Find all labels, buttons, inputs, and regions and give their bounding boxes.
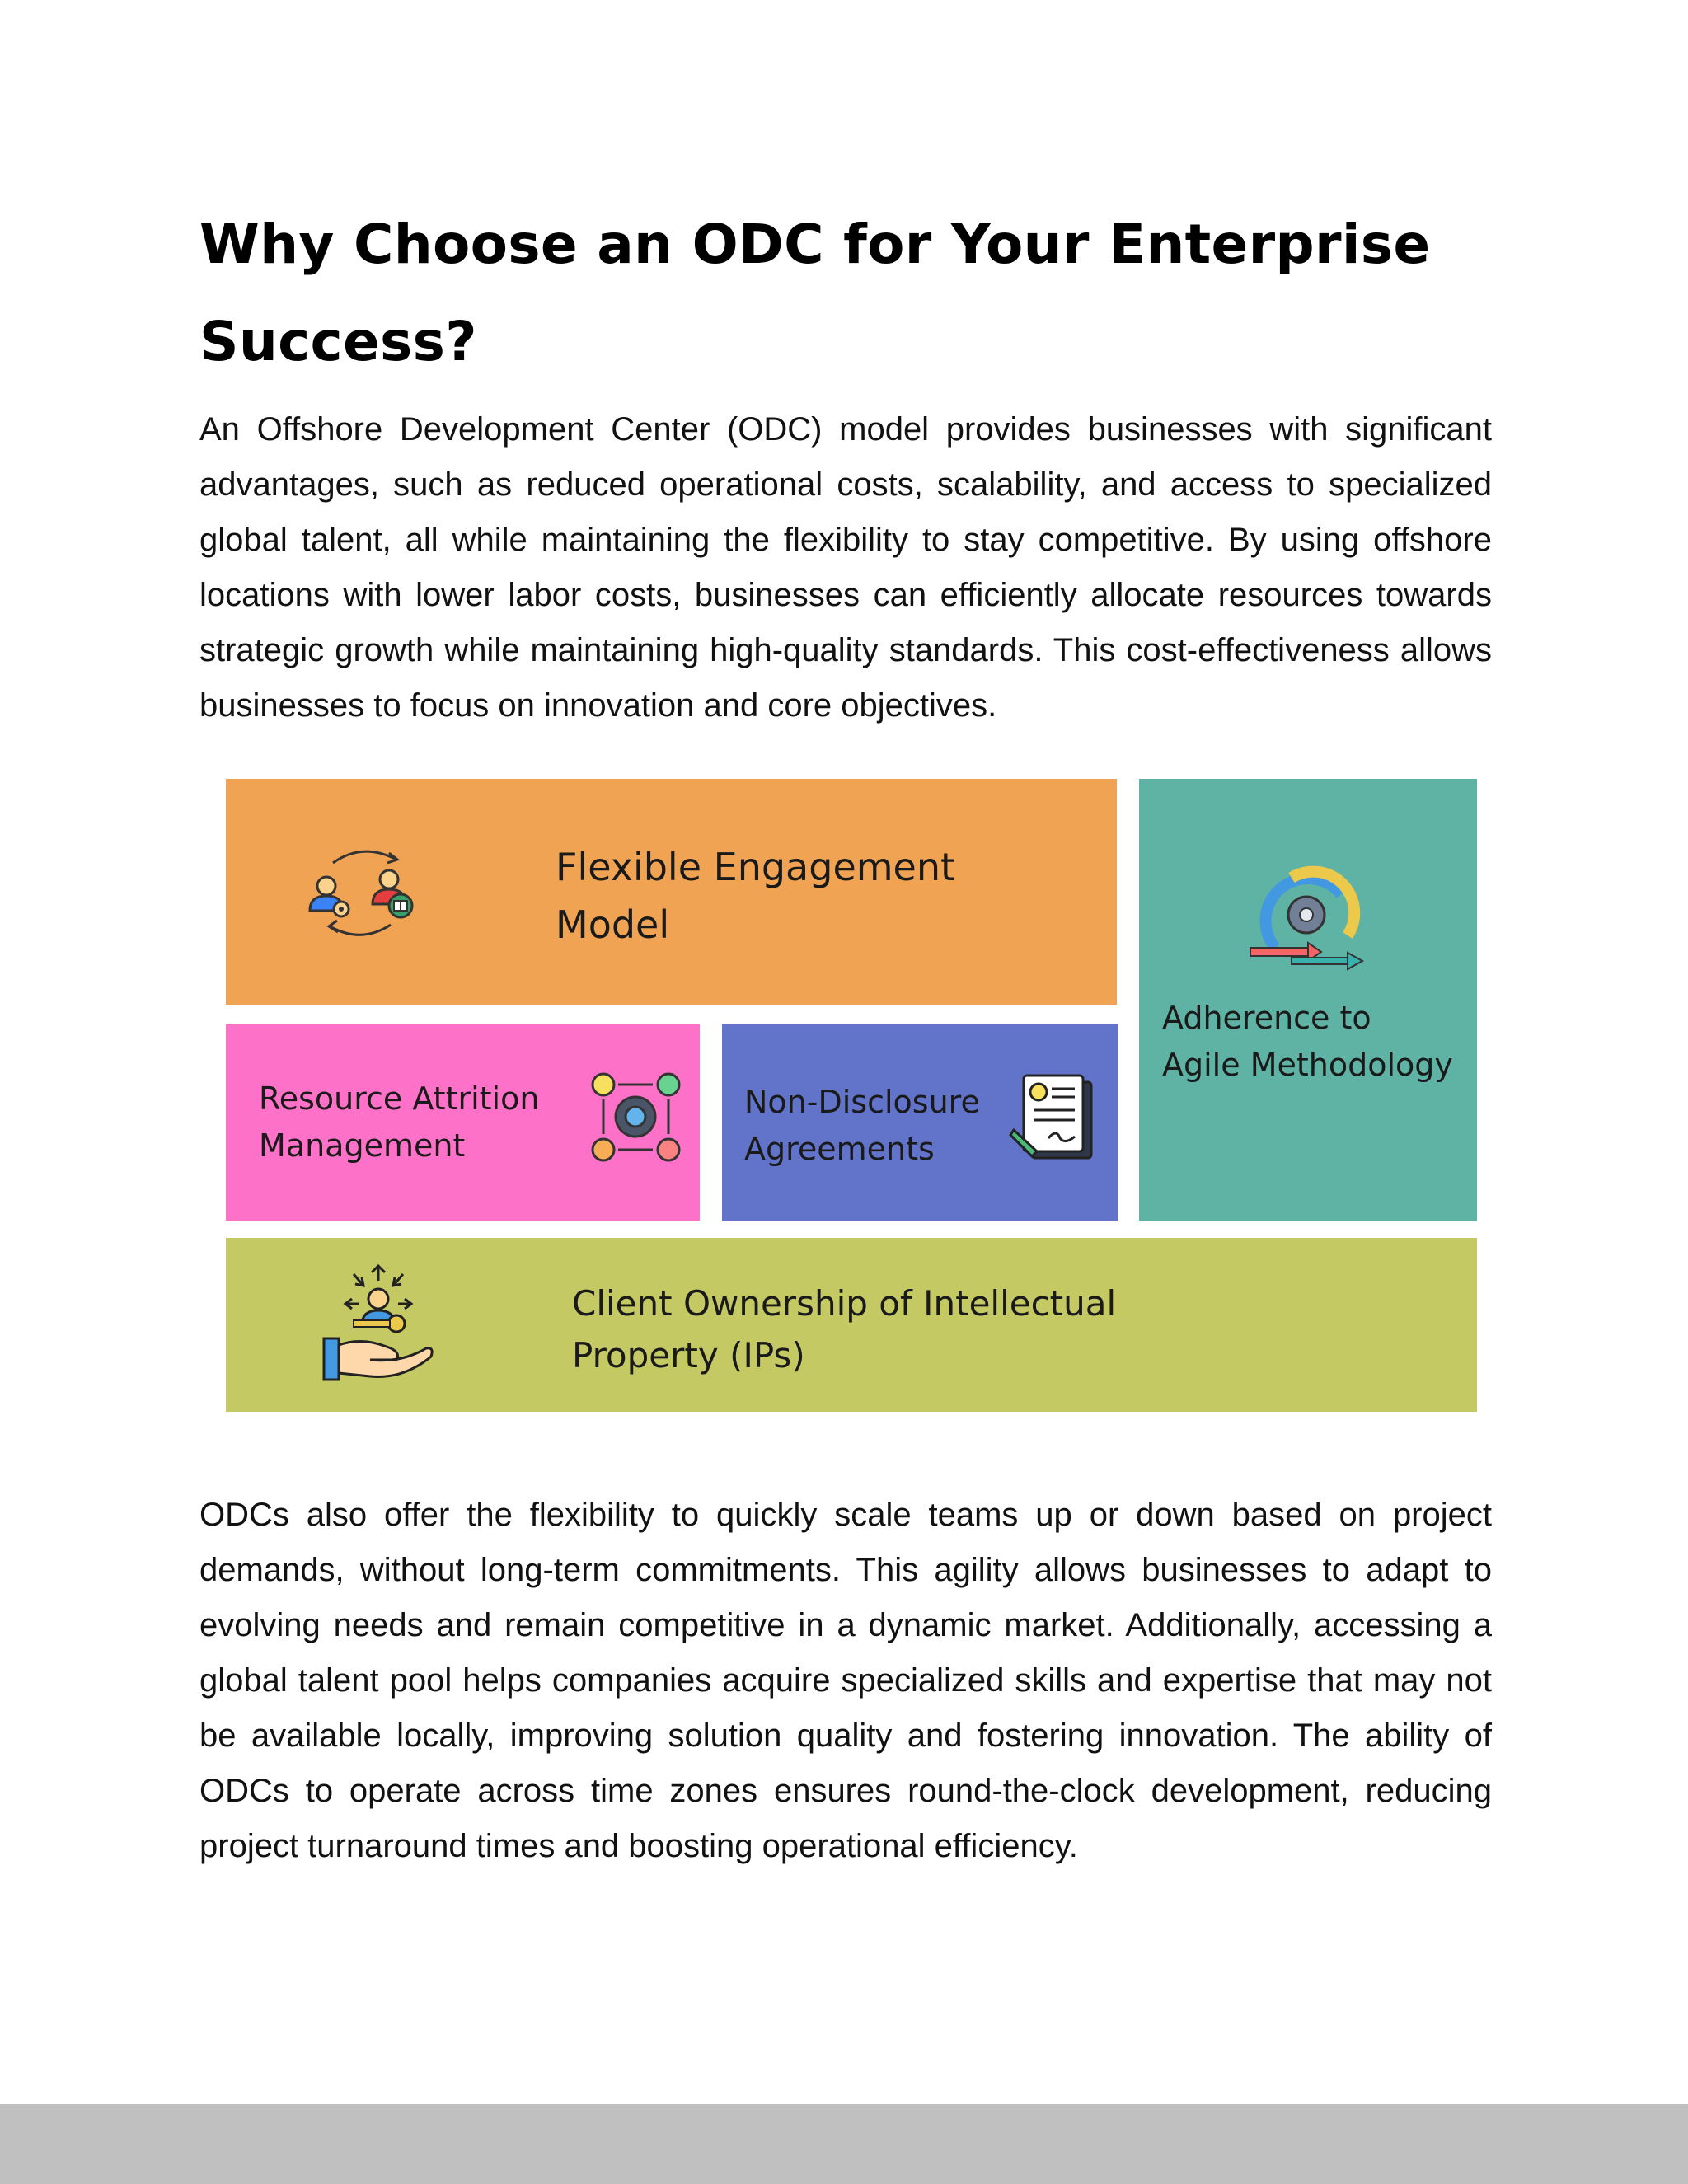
flexible-engagement-label: Flexible Engagement Model: [556, 845, 956, 947]
team-exchange-icon: [300, 838, 424, 945]
resource-attrition-tile: [226, 1024, 700, 1221]
resource-attrition-label: Resource Attrition Management: [259, 1080, 540, 1164]
page-title: Why Choose an ODC for Your Enterprise Success?: [199, 213, 1431, 373]
client-ip-ownership-label: Client Ownership of Intellectual Property (IPs): [572, 1283, 1117, 1376]
hand-key-icon: [321, 1263, 436, 1386]
signed-document-icon: [1009, 1072, 1100, 1167]
footer-bar: [0, 2104, 1688, 2184]
non-disclosure-label: Non-Disclosure Agreements: [744, 1084, 980, 1167]
non-disclosure-tile: [722, 1024, 1118, 1221]
odc-benefits-infographic: [226, 779, 1477, 1412]
flexible-engagement-tile: [226, 779, 1117, 1005]
intro-paragraph: An Offshore Development Center (ODC) model provides businesses with significant advantages, such as reduced operational costs, scalability, and access to specialized global talent, all while maintaining the flexibility to stay competitive. By using offshore locations with lower labor costs, businesses can efficiently allocate resources towards strategic growth while maintaining high-quality standards. This cost-effectiveness allows businesses to focus on innovation and core objectives.: [199, 411, 1492, 724]
agile-methodology-tile: [1139, 779, 1477, 1221]
agile-methodology-label: Adherence to Agile Methodology: [1162, 1000, 1453, 1083]
closing-paragraph: ODCs also offer the flexibility to quickly scale teams up or down based on project demands, without long-term commitments. This agility allows businesses to adapt to evolving needs and remain competitive in a dynamic market. Additionally, accessing a global talent pool helps companies acquire specialized skills and expertise that may not be available locally, improving solution quality and fostering innovation. The ability of ODCs to operate across time zones ensures round-the-clock development, reducing project turnaround times and boosting operational efficiency.: [199, 1497, 1492, 1864]
agile-cycle-icon: [1242, 857, 1370, 972]
team-network-icon: [588, 1070, 683, 1165]
client-ip-ownership-tile: [226, 1238, 1477, 1412]
